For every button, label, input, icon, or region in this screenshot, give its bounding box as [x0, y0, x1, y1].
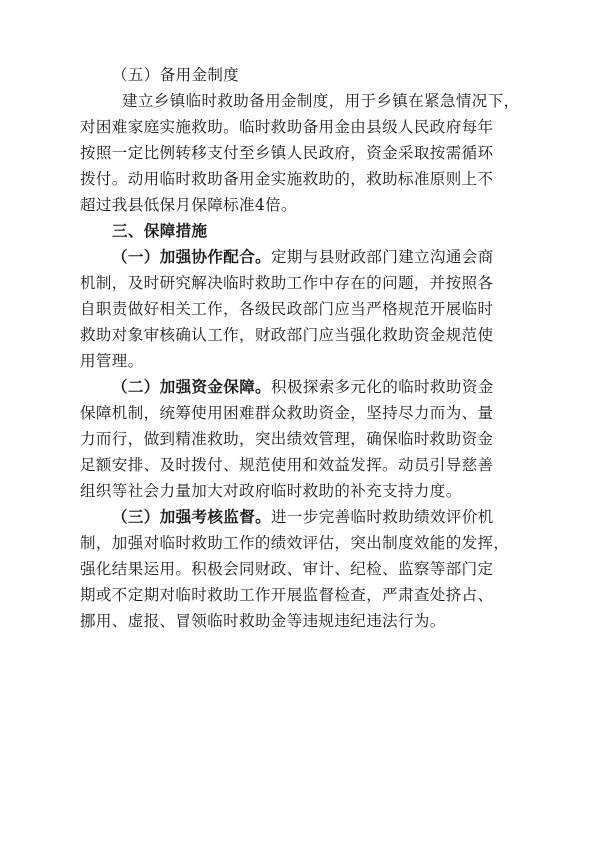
item-first-line-text: 定期与县财政部门建立沟通会商 — [271, 248, 494, 266]
paragraph-line: 机制，及时研究解决临时救助工作中存在的问题，并按照各 — [80, 274, 494, 292]
paragraph-line: 超过我县低保月保障标准4倍。 — [80, 196, 297, 214]
item-first-line-text: 积极探索多元化的临时救助资金 — [271, 378, 494, 396]
item-lead: （一）加强协作配合。 — [112, 247, 272, 266]
paragraph-line: 挪用、虚报、冒领临时救助金等违规违纪违法行为。 — [80, 612, 446, 630]
item-lead: （三）加强考核监督。 — [112, 507, 272, 526]
paragraph-line: 组织等社会力量加大对政府临时救助的补充支持力度。 — [80, 482, 462, 500]
paragraph-line: 强化结果运用。积极会同财政、审计、纪检、监察等部门定 — [80, 560, 494, 578]
section-heading-reserve-fund: （五）备用金制度 — [112, 66, 240, 84]
paragraph-line: 用管理。 — [80, 352, 144, 370]
chapter-heading-safeguards: 三、保障措施 — [112, 221, 208, 240]
paragraph-line: 足额安排、及时拨付、规范使用和效益发挥。动员引导慈善 — [80, 456, 494, 474]
paragraph-line: 期或不定期对临时救助工作开展监督检查，严肃查处挤占、 — [80, 586, 494, 604]
item-first-line — [80, 244, 535, 270]
document-body — [80, 62, 535, 634]
item-first-line-text: 进一步完善临时救助绩效评价机 — [271, 508, 494, 526]
paragraph-line: 对困难家庭实施救助。临时救助备用金由县级人民政府每年 — [80, 118, 494, 136]
paragraph-line: 保障机制，统筹使用困难群众救助资金，坚持尽力而为、量 — [80, 404, 494, 422]
item-lead: （二）加强资金保障。 — [112, 377, 272, 396]
item-first-line — [80, 504, 535, 530]
item-first-line — [80, 374, 535, 400]
paragraph-line: 救助对象审核确认工作，财政部门应当强化救助资金规范使 — [80, 326, 494, 344]
paragraph-line: 拨付。动用临时救助备用金实施救助的，救助标准原则上不 — [80, 170, 494, 188]
paragraph-line: 力而行，做到精准救助，突出绩效管理，确保临时救助资金 — [80, 430, 494, 448]
paragraph-line: 制，加强对临时救助工作的绩效评估，突出制度效能的发挥， — [80, 534, 510, 552]
paragraph-line: 自职责做好相关工作，各级民政部门应当严格规范开展临时 — [80, 300, 494, 318]
paragraph-line: 按照一定比例转移支付至乡镇人民政府，资金采取按需循环 — [80, 144, 494, 162]
paragraph-line: 建立乡镇临时救助备用金制度，用于乡镇在紧急情况下， — [122, 92, 520, 110]
